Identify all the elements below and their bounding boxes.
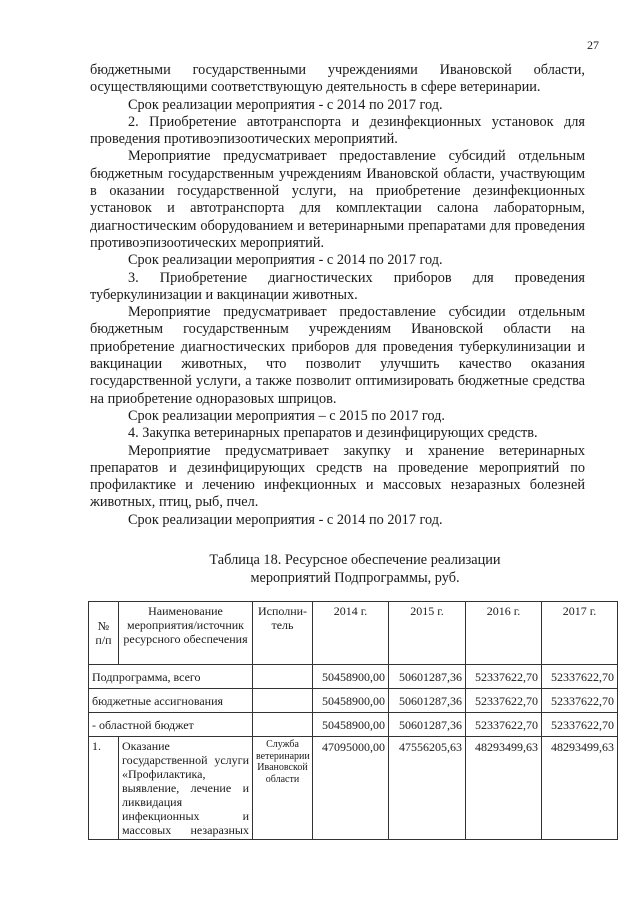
executor-text: Служба ветеринарии Ивановской области (256, 739, 310, 785)
table-title-line: мероприятий Подпрограммы, руб. (250, 570, 460, 586)
cell-2014: 50458900,00 (313, 689, 389, 713)
row-label: бюджетные ассигнования (89, 689, 253, 713)
cell-2016: 52337622,70 (466, 665, 542, 689)
row-executor (253, 737, 313, 840)
row-name (119, 737, 253, 840)
row-executor (253, 665, 313, 689)
cell-2015: 50601287,36 (389, 665, 466, 689)
paragraph: бюджетными государственными учреждениями Ивановской области, осуществляющими соответствующую деятельность в сфере ветеринарии. (90, 62, 585, 96)
header-name: Наименование мероприятия/источник ресурсного обеспечения (119, 602, 253, 665)
event-name-line: массовых незаразных (122, 823, 249, 837)
paragraph: 4. Закупка ветеринарных препаратов и дезинфицирующих средств. (128, 425, 538, 442)
header-executor: Исполни-тель (253, 602, 313, 665)
table-row (89, 713, 618, 737)
paragraph: 2. Приобретение автотранспорта и дезинфекционных установок для проведения противоэпизоотических мероприятий. (90, 113, 585, 148)
table-title (90, 551, 620, 587)
event-name-line: Оказание (122, 739, 170, 753)
event-name-line: инфекционных и (122, 809, 249, 823)
header-2015: 2015 г. (389, 602, 466, 665)
paragraph: 3. Приобретение диагностических приборов для проведения туберкулинизации и вакцинации животных. (90, 269, 585, 303)
table-row (89, 689, 618, 713)
resource-table (88, 601, 618, 840)
cell-2016: 48293499,63 (466, 737, 542, 840)
row-label: Подпрограмма, всего (89, 665, 253, 689)
page-number: 27 (587, 38, 599, 52)
header-num: № п/п (89, 602, 119, 665)
paragraph: Срок реализации мероприятия - с 2014 по 2017 год. (128, 252, 443, 269)
table-row (89, 737, 618, 840)
cell-2017: 48293499,63 (542, 737, 618, 840)
cell-2017: 52337622,70 (542, 665, 618, 689)
event-name (122, 739, 249, 837)
row-num: 1. (89, 737, 119, 840)
row-executor (253, 713, 313, 737)
cell-2015: 50601287,36 (389, 689, 466, 713)
event-name-line: государственной услуги (122, 753, 249, 767)
cell-2014: 50458900,00 (313, 665, 389, 689)
table-header-row (89, 602, 618, 665)
event-name-line: «Профилактика, (122, 767, 206, 781)
cell-2015: 47556205,63 (389, 737, 466, 840)
body-text (90, 62, 585, 529)
paragraph: Мероприятие предусматривает предоставление субсидии отдельным бюджетным государственным учреждениям Ивановской области на приобретение диагностических приборов для проведения туберкулинизации и вакцинации животных, что позволит улучшить качество оказания государственной услуги, а также позволит оптимизировать бюджетные средства на приобретение одноразовых шприцов. (90, 304, 585, 407)
event-name-line: выявление, лечение и (122, 781, 249, 795)
paragraph: Мероприятие предусматривает закупку и хранение ветеринарных препаратов и дезинфицирующих средств на проведение мероприятий по профилактике и лечению инфекционных и массовых незаразных болезней животных, птиц, рыб, пчел. (90, 442, 585, 511)
cell-2014: 50458900,00 (313, 713, 389, 737)
header-2017: 2017 г. (542, 602, 618, 665)
cell-2017: 52337622,70 (542, 689, 618, 713)
paragraph: Мероприятие предусматривает предоставление субсидий отдельным бюджетным государственным учреждениям Ивановской области, участвующим в оказании государственной услуги, на приобретение дезинфекционных установок и автотранспорта для комплектации салона лабораторным, диагностическим оборудованием и ветеринарными препаратами для проведения противоэпизоотических мероприятий. (90, 148, 585, 251)
cell-2015: 50601287,36 (389, 713, 466, 737)
paragraph: Срок реализации мероприятия – с 2015 по 2017 год. (128, 407, 446, 424)
header-2016: 2016 г. (466, 602, 542, 665)
row-label: - областной бюджет (89, 713, 253, 737)
cell-2017: 52337622,70 (542, 713, 618, 737)
cell-2014: 47095000,00 (313, 737, 389, 840)
paragraph: Срок реализации мероприятия - с 2014 по 2017 год. (128, 96, 443, 113)
paragraph: Срок реализации мероприятия - с 2014 по 2017 год. (128, 511, 443, 528)
cell-2016: 52337622,70 (466, 713, 542, 737)
event-name-line: ликвидация (122, 795, 183, 809)
cell-2016: 52337622,70 (466, 689, 542, 713)
header-2014: 2014 г. (313, 602, 389, 665)
table-row (89, 665, 618, 689)
table-title-line: Таблица 18. Ресурсное обеспечение реализации (209, 552, 501, 568)
row-executor (253, 689, 313, 713)
